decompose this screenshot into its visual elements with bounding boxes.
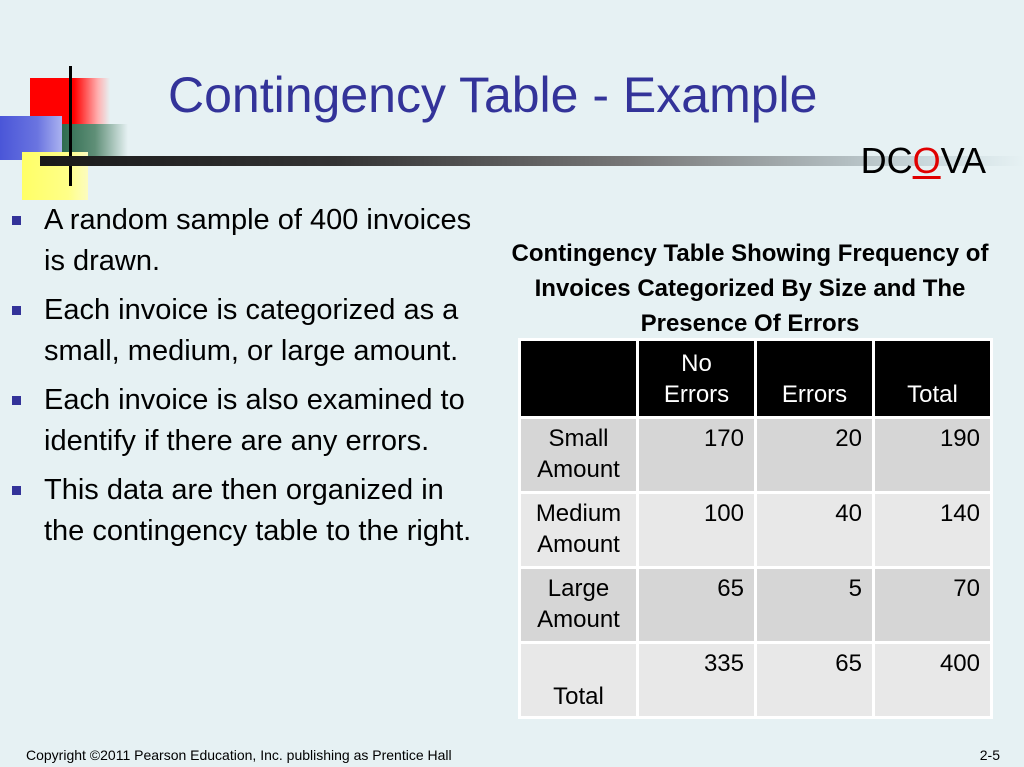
table-row-total [520, 643, 992, 718]
decorative-vertical-line [69, 66, 72, 186]
bullet-square-icon [12, 306, 21, 315]
bullet-list [10, 200, 490, 560]
bullet-square-icon [12, 486, 21, 495]
bullet-square-icon [12, 396, 21, 405]
cell-errors: 20 [756, 418, 874, 493]
row-label: Small Amount [520, 418, 638, 493]
cell-total: 70 [874, 568, 992, 643]
cell-total: 400 [874, 643, 992, 718]
bullet-text: A random sample of 400 invoices is drawn. [44, 204, 472, 277]
dcova-prefix: DC [860, 140, 913, 181]
cell-total: 140 [874, 493, 992, 568]
cell-errors: 65 [756, 643, 874, 718]
bullet-text: This data are then organized in the contingency table to the right. [44, 474, 472, 547]
bullet-text: Each invoice is also examined to identify if there are any errors. [44, 384, 465, 457]
header-total: Total [874, 340, 992, 418]
dcova-badge [861, 140, 986, 182]
bullet-item [10, 200, 490, 282]
cell-errors: 40 [756, 493, 874, 568]
cell-no-errors: 65 [638, 568, 756, 643]
dcova-highlight: O [912, 140, 941, 181]
cell-total: 190 [874, 418, 992, 493]
cell-no-errors: 170 [638, 418, 756, 493]
bullet-item [10, 380, 490, 462]
cell-no-errors: 335 [638, 643, 756, 718]
bullet-square-icon [12, 216, 21, 225]
header-corner [520, 340, 638, 418]
row-label: Total [520, 643, 638, 718]
row-label: Medium Amount [520, 493, 638, 568]
cell-no-errors: 100 [638, 493, 756, 568]
cell-errors: 5 [756, 568, 874, 643]
row-label: Large Amount [520, 568, 638, 643]
slide-title: Contingency Table - Example [168, 67, 818, 123]
table-header-row [520, 340, 992, 418]
footer-page-number: 2-5 [979, 747, 1000, 763]
table-row [520, 493, 992, 568]
footer-copyright: Copyright ©2011 Pearson Education, Inc. publishing as Prentice Hall [26, 747, 452, 763]
table-caption: Contingency Table Showing Frequency of Invoices Categorized By Size and The Presence Of Errors [511, 240, 989, 337]
bullet-text: Each invoice is categorized as a small, medium, or large amount. [44, 294, 459, 367]
dcova-suffix: VA [940, 140, 986, 181]
bullet-item [10, 470, 490, 552]
header-no-errors: No Errors [638, 340, 756, 418]
bullet-item [10, 290, 490, 372]
header-errors: Errors [756, 340, 874, 418]
contingency-table [518, 338, 993, 719]
table-row [520, 568, 992, 643]
table-row [520, 418, 992, 493]
